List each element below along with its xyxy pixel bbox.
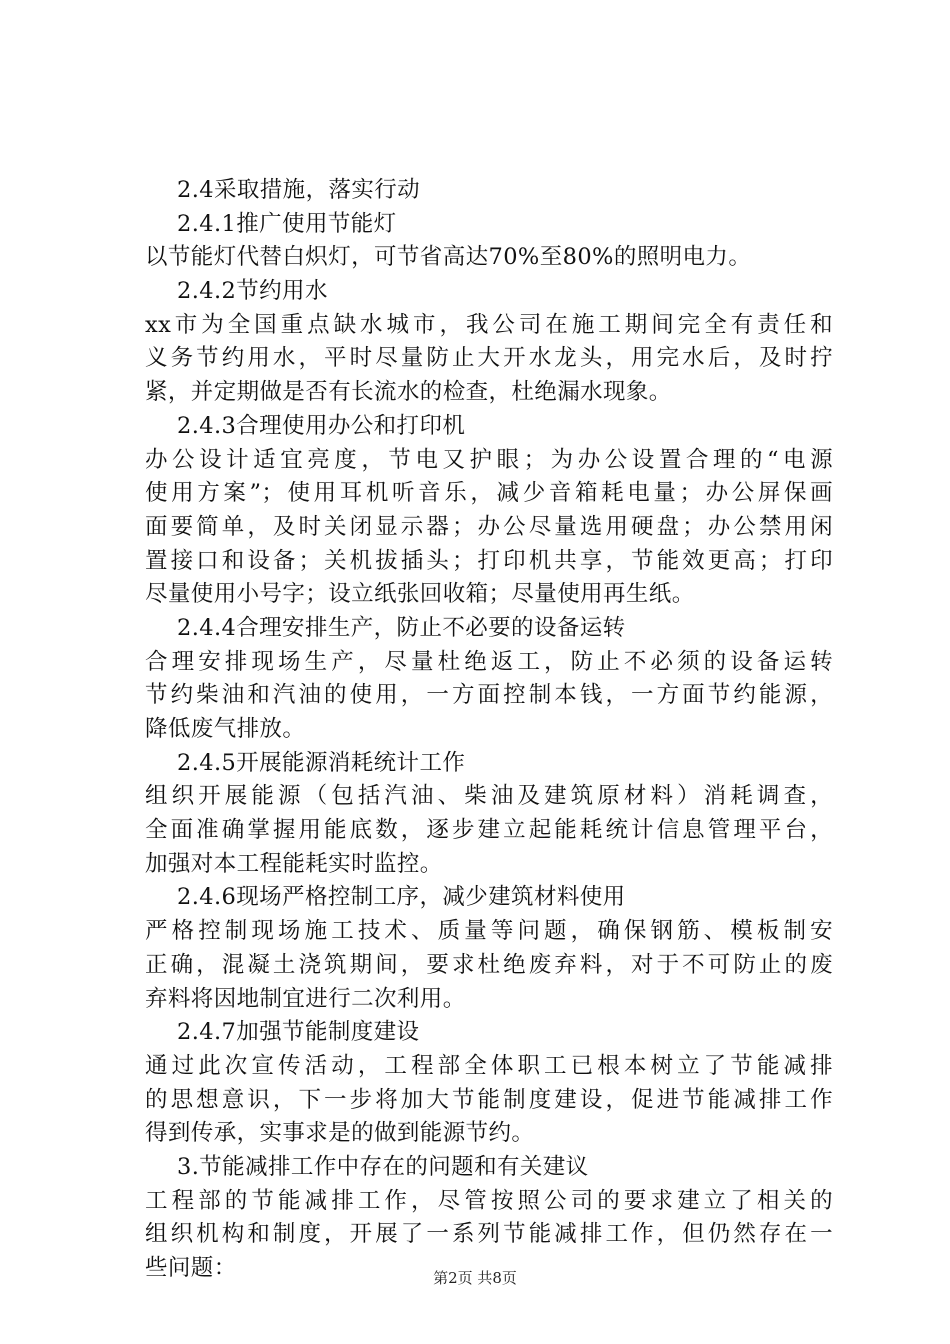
section-heading: 2.4.4合理安排生产，防止不必要的设备运转 [177, 614, 626, 641]
paragraph-line: 面要简单，及时关闭显示器；办公尽量选用硬盘；办公禁用闲 [145, 513, 833, 540]
paragraph-line: 些问题： [145, 1255, 237, 1281]
paragraph-line: 通过此次宣传活动，工程部全体职工已根本树立了节能减排 [145, 1052, 833, 1079]
paragraph-line: 办公设计适宜亮度，节电又护眼；为办公设置合理的“电源 [145, 446, 833, 473]
section-heading: 2.4.1推广使用节能灯 [177, 210, 397, 237]
paragraph-line: 降低废气排放。 [145, 716, 306, 742]
paragraph-line: 得到传承，实事求是的做到能源节约。 [145, 1120, 535, 1147]
paragraph-line: 合理安排现场生产，尽量杜绝返工，防止不必须的设备运转 [145, 648, 833, 675]
paragraph-line: 全面准确掌握用能底数，逐步建立起能耗统计信息管理平台， [145, 817, 833, 844]
paragraph-line: 组织开展能源（包括汽油、柴油及建筑原材料）消耗调查， [145, 783, 833, 810]
paragraph-line: 节约柴油和汽油的使用，一方面控制本钱，一方面节约能源， [145, 682, 833, 709]
section-heading: 2.4采取措施，落实行动 [177, 177, 421, 203]
paragraph-line: 组织机构和制度，开展了一系列节能减排工作，但仍然存在一 [145, 1221, 833, 1248]
paragraph-line: 尽量使用小号字；设立纸张回收箱；尽量使用再生纸。 [145, 581, 695, 608]
paragraph-line: 工程部的节能减排工作，尽管按照公司的要求建立了相关的 [145, 1187, 833, 1214]
document-body [145, 174, 835, 1286]
section-heading: 2.4.5开展能源消耗统计工作 [177, 749, 466, 776]
paragraph-line: 置接口和设备；关机拔插头；打印机共享，节能效更高；打印 [145, 547, 833, 574]
paragraph-line: 以节能灯代替白炽灯，可节省高达70%至80%的照明电力。 [145, 244, 752, 271]
paragraph-line: 弃料将因地制宜进行二次利用。 [145, 985, 466, 1012]
paragraph-line: 义务节约用水，平时尽量防止大开水龙头，用完水后，及时拧 [145, 345, 833, 372]
paragraph-line: 紧，并定期做是否有长流水的检查，杜绝漏水现象。 [145, 379, 672, 406]
section-heading: 3.节能减排工作中存在的问题和有关建议 [177, 1153, 589, 1180]
paragraph-line: 使用方案”；使用耳机听音乐，减少音箱耗电量；办公屏保画 [145, 480, 833, 507]
paragraph-line: 的思想意识，下一步将加大节能制度建设，促进节能减排工作 [145, 1086, 833, 1113]
section-heading: 2.4.6现场严格控制工序，减少建筑材料使用 [177, 884, 626, 911]
paragraph-line: 正确，混凝土浇筑期间，要求杜绝废弃料，对于不可防止的废 [145, 951, 833, 978]
section-heading: 2.4.2节约用水 [177, 278, 328, 305]
paragraph-line: 加强对本工程能耗实时监控。 [145, 850, 443, 877]
section-heading: 2.4.3合理使用办公和打印机 [177, 412, 466, 439]
paragraph-line: xx市为全国重点缺水城市，我公司在施工期间完全有责任和 [145, 311, 833, 338]
page-footer: 第2页 共8页 [433, 1269, 517, 1287]
section-heading: 2.4.7加强节能制度建设 [177, 1019, 420, 1046]
paragraph-line: 严格控制现场施工技术、质量等问题，确保钢筋、模板制安 [145, 918, 833, 945]
